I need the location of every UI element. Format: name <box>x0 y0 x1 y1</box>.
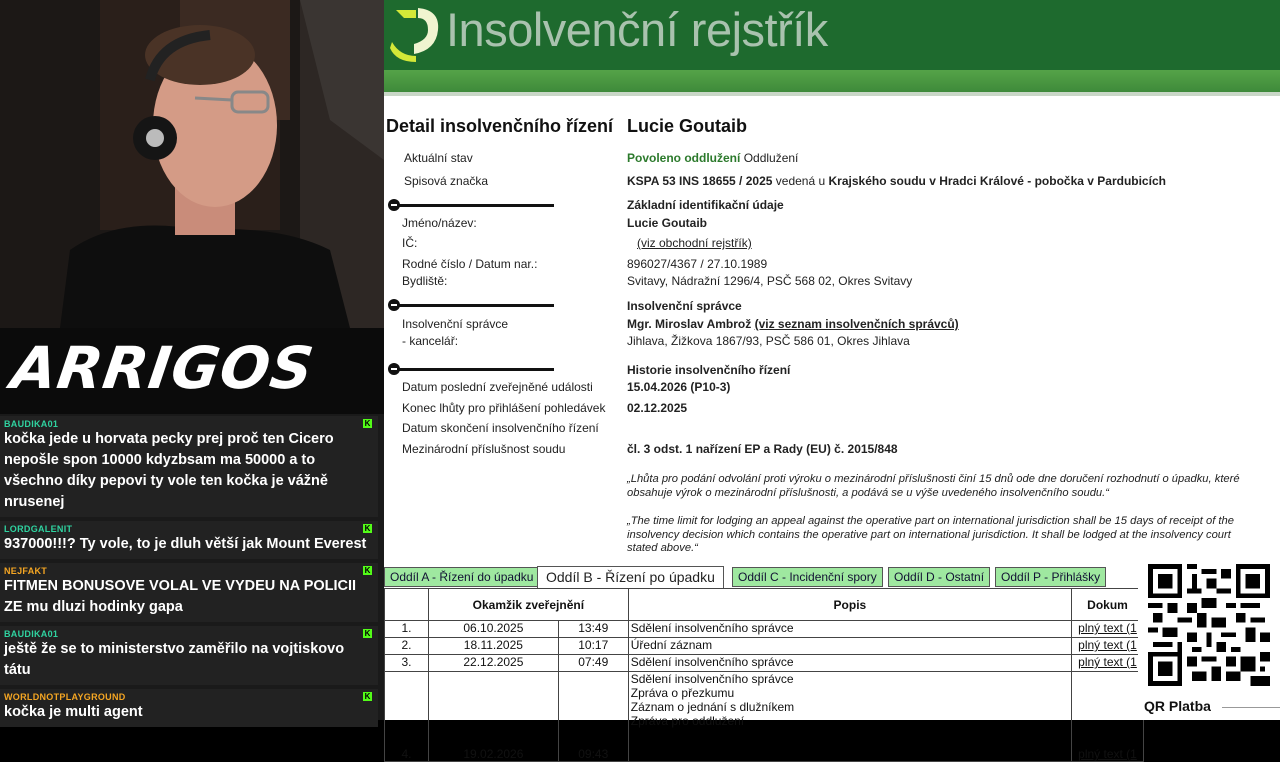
office-value: Jihlava, Žižkova 1867/93, PSČ 586 01, Okres Jihlava <box>627 334 910 348</box>
site-header <box>384 0 1280 70</box>
chat-message <box>0 626 378 685</box>
chat-message <box>0 521 378 559</box>
status-value <box>627 151 798 165</box>
file-number-connector: vedená u <box>775 174 826 188</box>
header-description: Popis <box>628 589 1071 621</box>
ic-label: IČ: <box>402 236 418 250</box>
chat-username: LORDGALENIT <box>4 524 73 534</box>
webcam-image <box>0 0 384 328</box>
section-line <box>398 368 554 371</box>
chat-message <box>0 416 378 517</box>
jurisdiction-value: čl. 3 odst. 1 nařízení EP a Rady (EU) č. 2015/848 <box>627 442 898 456</box>
registry-logo-icon <box>388 4 444 64</box>
channel-brand <box>0 328 384 414</box>
section-heading: Základní identifikační údaje <box>627 198 784 212</box>
kick-icon: K <box>364 524 371 533</box>
row-time: 10:17 <box>558 638 628 655</box>
file-number: KSPA 53 INS 18655 / 2025 <box>627 174 773 188</box>
header-strip <box>384 70 1280 96</box>
address-value: Svitavy, Nádražní 1296/4, PSČ 568 02, Okres Svitavy <box>627 274 913 288</box>
header-document: Dokum <box>1072 589 1144 621</box>
row-description: Úřední záznam <box>628 638 1071 655</box>
birth-number-value: 896027/4367 / 27.10.1989 <box>627 257 768 271</box>
kick-icon: K <box>364 629 371 638</box>
row-description <box>628 672 1071 762</box>
site-title: Insolvenční rejstřík <box>446 3 828 56</box>
kick-icon: K <box>364 419 371 428</box>
row-time: 13:49 <box>558 621 628 638</box>
chat-username: BAUDIKA01 <box>4 629 59 639</box>
stream-overlay <box>0 0 384 720</box>
last-event-label: Datum poslední zveřejněné události <box>402 380 593 394</box>
chat-text: 937000!!!? Ty vole, to je dluh větší jak Mount Everest <box>4 536 367 552</box>
header-spacer <box>385 589 429 621</box>
chat-message <box>0 563 378 622</box>
tab-section-p[interactable]: Oddíl P - Přihlášky <box>995 567 1106 587</box>
section-heading: Insolvenční správce <box>627 299 742 313</box>
name-label: Jméno/název: <box>402 216 477 230</box>
full-text-link[interactable]: plný text (1 <box>1072 655 1144 672</box>
full-text-link[interactable]: plný text (1 <box>1072 621 1144 638</box>
row-description: Sdělení insolvenčního správce <box>628 621 1071 638</box>
row-date: 18.11.2025 <box>428 638 558 655</box>
row-number: 4. <box>385 672 429 762</box>
table-row <box>385 621 1144 638</box>
section-line <box>398 304 554 307</box>
file-number-value <box>627 174 1166 188</box>
court-name: Krajského soudu v Hradci Králové - pobočka v Pardubicích <box>828 174 1166 188</box>
table-row <box>385 655 1144 672</box>
row-time: 09:43 <box>558 672 628 762</box>
description-line: Zpráva pro oddlužení <box>630 714 745 728</box>
section-toggle-history[interactable] <box>388 363 552 375</box>
chat-username: WORLDNOTPLAYGROUND <box>4 692 126 702</box>
section-toggle-administrator[interactable] <box>388 299 552 311</box>
row-time: 07:49 <box>558 655 628 672</box>
chat-panel <box>0 416 378 720</box>
end-date-label: Datum skončení insolvenčního řízení <box>402 421 599 435</box>
row-number: 3. <box>385 655 429 672</box>
qr-divider <box>1222 707 1280 708</box>
events-table <box>384 588 1144 762</box>
chat-text: FITMEN BONUSOVE VOLAL VE VYDEU NA POLICII ZE mu dluzi hodinky gapa <box>4 578 357 615</box>
office-label: - kancelář: <box>402 334 459 348</box>
claims-deadline-label: Konec lhůty pro přihlášení pohledávek <box>402 401 606 415</box>
table-row <box>385 672 1144 762</box>
chat-text: kočka jede u horvata pecky prej proč ten Cicero nepošle spon 10000 kdyzbsam ma 50000 a to všechno díky pepovi ty vole ten kočka je vážně nrusenej <box>4 431 334 510</box>
chat-username: NEJFAKT <box>4 566 48 576</box>
row-date: 19.02.2026 <box>428 672 558 762</box>
status-primary: Povoleno oddlužení <box>627 151 741 165</box>
chat-text: ještě že se to ministerstvo zaměřilo na vojtiskovo tátu <box>4 641 345 678</box>
description-line: Záznam o jednání s dlužníkem <box>630 700 795 714</box>
business-register-link[interactable]: (viz obchodní rejstřík) <box>637 236 752 250</box>
administrator-name: Mgr. Miroslav Ambrož <box>627 317 752 331</box>
name-value: Lucie Goutaib <box>627 216 708 230</box>
file-number-label: Spisová značka <box>404 174 489 188</box>
birth-number-label: Rodné číslo / Datum nar.: <box>402 257 538 271</box>
qr-payment-overlay <box>1138 560 1280 720</box>
row-date: 22.12.2025 <box>428 655 558 672</box>
description-line: Sdělení insolvenčního správce <box>630 672 794 686</box>
row-number: 1. <box>385 621 429 638</box>
row-date: 06.10.2025 <box>428 621 558 638</box>
administrators-list-link[interactable]: (viz seznam insolvenčních správců) <box>754 317 959 331</box>
claims-deadline-value: 02.12.2025 <box>627 401 688 415</box>
debtor-name-title: Lucie Goutaib <box>627 116 748 136</box>
kick-icon: K <box>364 566 371 575</box>
appeal-notice-en: „The time limit for lodging an appeal against the operative part on international jurisdiction shall be 15 days of receipt of the insolvency decision which contains the operative part on international jurisdiction. It shall be lodged at the insolvency court stated above.“ <box>627 515 1234 554</box>
appeal-notice-cz: „Lhůta pro podání odvolání proti výroku o mezinárodní příslušnosti činí 15 dnů ode dne doručení rozhodnutí o úpadku, které obsahuje výrok o mezinárodní příslušnosti, a podává se u výše uvedeného insolvenčního soudu.“ <box>627 473 1240 499</box>
jurisdiction-label: Mezinárodní příslušnost soudu <box>402 442 566 456</box>
row-description: Sdělení insolvenčního správce <box>628 655 1071 672</box>
tab-section-c[interactable]: Oddíl C - Incidenční spory <box>732 567 883 587</box>
chat-text: kočka je multi agent <box>4 704 143 720</box>
tab-section-a[interactable]: Oddíl A - Řízení do úpadku <box>384 567 539 587</box>
header-published: Okamžik zveřejnění <box>428 589 628 621</box>
table-header-row <box>385 589 1144 621</box>
chat-message <box>0 689 378 727</box>
section-line <box>398 204 554 207</box>
full-text-link[interactable]: plný text (1 <box>1072 672 1144 762</box>
webcam-feed <box>0 0 384 328</box>
status-secondary: Oddlužení <box>743 151 799 165</box>
administrator-value <box>627 317 959 331</box>
table-row <box>385 638 1144 655</box>
qr-code-icon <box>1148 564 1270 686</box>
section-heading: Historie insolvenčního řízení <box>627 363 791 377</box>
status-label: Aktuální stav <box>404 151 473 165</box>
tab-section-d[interactable]: Oddíl D - Ostatní <box>888 567 990 587</box>
section-toggle-identification[interactable] <box>388 199 552 211</box>
address-label: Bydliště: <box>402 274 448 288</box>
tab-section-b[interactable]: Oddíl B - Řízení po úpadku <box>537 566 724 588</box>
description-line: Zpráva o přezkumu <box>630 686 735 700</box>
channel-logo: ARRIGOS <box>7 334 319 402</box>
full-text-link[interactable]: plný text (1 <box>1072 638 1144 655</box>
administrator-label: Insolvenční správce <box>402 317 509 331</box>
kick-icon: K <box>364 692 371 701</box>
qr-payment-label: QR Platba <box>1144 698 1211 714</box>
row-number: 2. <box>385 638 429 655</box>
last-event-value: 15.04.2026 (P10-3) <box>627 380 731 394</box>
page-title: Detail insolvenčního řízení <box>386 116 614 136</box>
chat-username: BAUDIKA01 <box>4 419 59 429</box>
